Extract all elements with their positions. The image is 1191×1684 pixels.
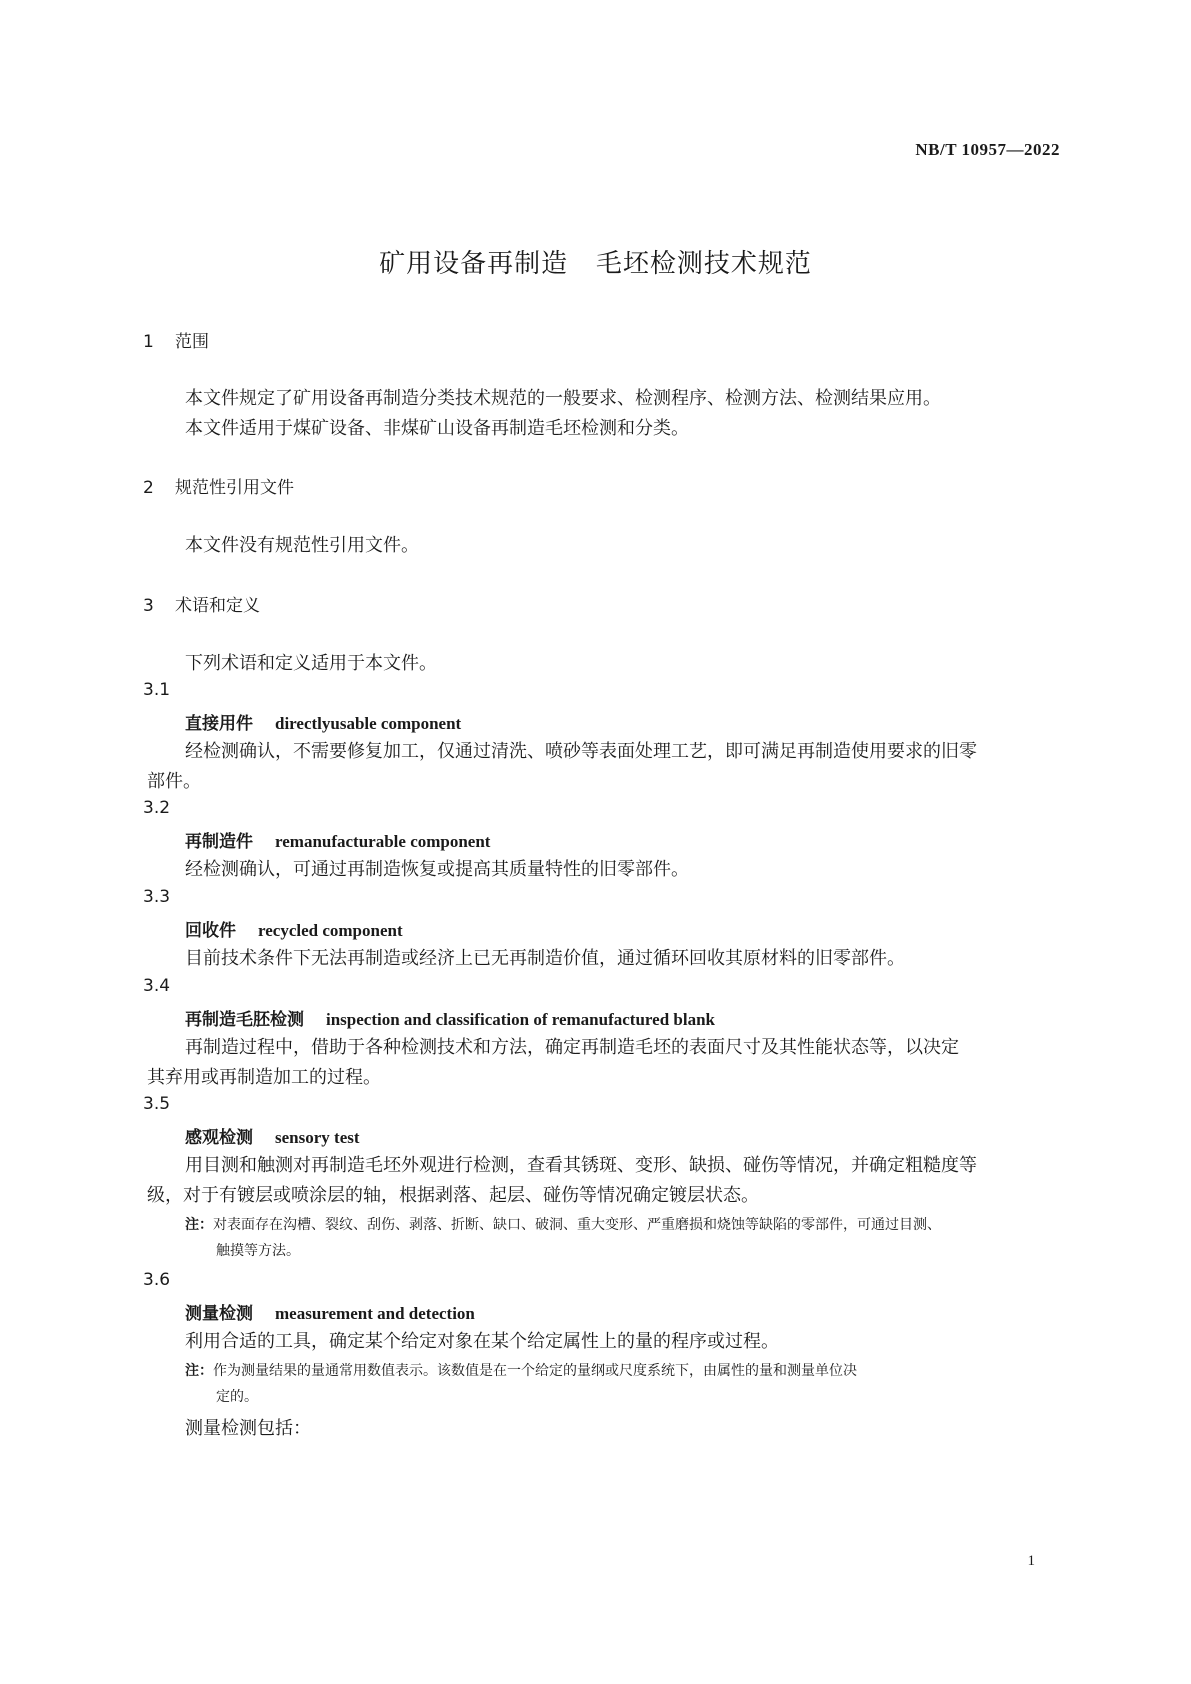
paragraph: 下列术语和定义适用于本文件。 [185,653,437,674]
term-entry [185,916,403,941]
term-chinese: 回收件 [185,921,236,941]
section-title: 范围 [175,332,209,352]
definition-line: 部件。 [147,771,201,792]
document-code: NB/T 10957—2022 [915,140,1060,159]
clause-number: 3.6 [143,1270,171,1290]
term-chinese: 直接用件 [185,714,253,734]
note-continuation: 触摸等方法。 [216,1243,300,1259]
note [185,1360,857,1380]
section-heading-normative-references [143,473,294,498]
definition-line: 目前技术条件下无法再制造或经济上已无再制造价值，通过循环回收其原材料的旧零部件。 [185,948,905,969]
definition-line: 用目测和触测对再制造毛坯外观进行检测，查看其锈斑、变形、缺损、碰伤等情况，并确定粗糙度等 [185,1155,977,1176]
document-title: 矿用设备再制造 毛坯检测技术规范 [379,249,812,279]
note-text: 作为测量结果的量通常用数值表示。该数值是在一个给定的量纲或尺度系统下，由属性的量和测量单位决 [213,1363,857,1379]
definition-line: 其弃用或再制造加工的过程。 [147,1067,381,1088]
term-english: sensory test [275,1128,360,1147]
note-continuation: 定的。 [216,1389,258,1405]
definition-line: 利用合适的工具，确定某个给定对象在某个给定属性上的量的程序或过程。 [185,1331,779,1352]
term-chinese: 再制造毛胚检测 [185,1010,304,1030]
paragraph: 本文件没有规范性引用文件。 [185,535,419,556]
section-title: 规范性引用文件 [175,478,294,498]
paragraph: 本文件规定了矿用设备再制造分类技术规范的一般要求、检测程序、检测方法、检测结果应用。 [185,388,941,409]
paragraph: 测量检测包括： [185,1418,311,1439]
term-chinese: 感观检测 [185,1128,253,1148]
definition-line: 经检测确认，不需要修复加工，仅通过清洗、喷砂等表面处理工艺，即可满足再制造使用要求的旧零 [185,741,977,762]
term-english: inspection and classification of remanufactured blank [326,1010,715,1029]
clause-number: 3.3 [143,887,171,907]
section-number: 3 [143,596,154,616]
section-number: 2 [143,478,154,498]
definition-line: 再制造过程中，借助于各种检测技术和方法，确定再制造毛坯的表面尺寸及其性能状态等，以决定 [185,1037,959,1058]
term-entry [185,827,490,852]
section-heading-scope [143,327,209,352]
term-english: remanufacturable component [275,832,491,851]
term-chinese: 测量检测 [185,1304,253,1324]
clause-number: 3.5 [143,1094,171,1114]
term-chinese: 再制造件 [185,832,253,852]
section-title: 术语和定义 [175,596,260,616]
clause-number: 3.4 [143,976,171,996]
section-heading-terms [143,591,260,616]
paragraph: 本文件适用于煤矿设备、非煤矿山设备再制造毛坯检测和分类。 [185,418,689,439]
clause-number: 3.1 [143,680,171,700]
page-number: 1 [1027,1553,1035,1569]
definition-line: 经检测确认，可通过再制造恢复或提高其质量特性的旧零部件。 [185,859,689,880]
definition-line: 级，对于有镀层或喷涂层的轴，根据剥落、起层、碰伤等情况确定镀层状态。 [147,1185,759,1206]
term-entry [185,709,461,734]
term-entry [185,1123,360,1148]
term-english: recycled component [258,921,403,940]
section-number: 1 [143,332,154,352]
term-english: directlyusable component [275,714,462,733]
note [185,1214,941,1234]
term-english: measurement and detection [275,1304,475,1323]
term-entry [185,1005,715,1030]
note-label: 注： [185,1363,213,1379]
term-entry [185,1299,475,1324]
note-label: 注： [185,1217,213,1233]
clause-number: 3.2 [143,798,171,818]
note-text: 对表面存在沟槽、裂纹、刮伤、剥落、折断、缺口、破洞、重大变形、严重磨损和烧蚀等缺陷的零部件，可通过目测、 [213,1217,941,1233]
